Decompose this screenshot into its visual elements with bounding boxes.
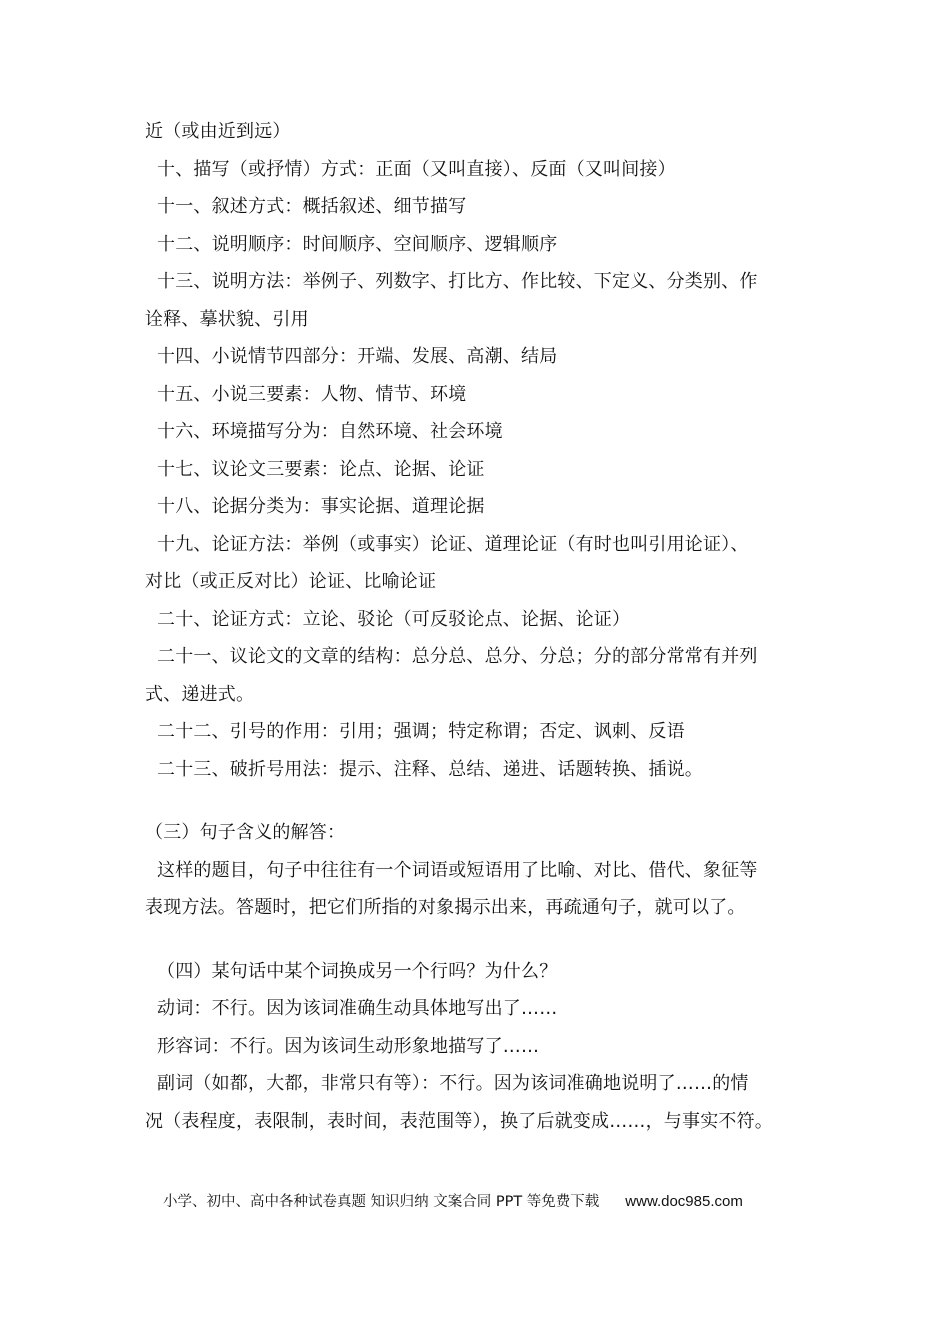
list-item-19-continued: 对比（或正反对比）论证、比喻论证	[145, 571, 437, 592]
section-4-heading: （四）某句话中某个词换成另一个行吗？为什么？	[157, 960, 558, 982]
list-item-10: 十、描写（或抒情）方式：正面（又叫直接）、反面（又叫间接）	[157, 158, 676, 180]
page-footer	[163, 1190, 743, 1211]
list-item-21-continued: 式、递进式。	[145, 683, 255, 705]
list-item-22: 二十二、引号的作用：引用；强调；特定称谓；否定、讽刺、反语	[157, 721, 685, 742]
list-item-23: 二十三、破折号用法：提示、注释、总结、递进、话题转换、插说。	[157, 758, 703, 780]
footer-text: 小学、初中、高中各种试卷真题 知识归纳 文案合同 PPT 等免费下载	[163, 1194, 600, 1210]
paragraph-line: 副词（如都，大都，非常只有等）：不行。因为该词准确地说明了……的情	[157, 1073, 749, 1094]
list-item-17: 十七、议论文三要素：论点、论据、论证	[157, 458, 485, 480]
section-3-heading: （三）句子含义的解答：	[145, 822, 346, 843]
list-item-14: 十四、小说情节四部分：开端、发展、高潮、结局	[157, 346, 558, 367]
list-item-13-continued: 诠释、摹状貌、引用	[145, 308, 309, 330]
list-item-19: 十九、论证方法：举例（或事实）论证、道理论证（有时也叫引用论证）、	[157, 533, 749, 555]
section-spacer	[145, 927, 817, 953]
list-item-21: 二十一、议论文的文章的结构：总分总、总分、分总；分的部分常常有并列	[157, 646, 758, 667]
paragraph-line: 形容词：不行。因为该词生动形象地描写了……	[157, 1035, 540, 1057]
document-body	[145, 113, 817, 1140]
paragraph-line: 况（表程度，表限制，表时间，表范围等），换了后就变成……，与事实不符。	[145, 1110, 773, 1132]
paragraph-line: 这样的题目，句子中往往有一个词语或短语用了比喻、对比、借代、象征等	[157, 859, 758, 881]
footer-url[interactable]: www.doc985.com	[625, 1193, 743, 1210]
list-item-16: 十六、环境描写分为：自然环境、社会环境	[157, 421, 503, 442]
paragraph-line: 动词：不行。因为该词准确生动具体地写出了……	[157, 998, 558, 1019]
list-item-11: 十一、叙述方式：概括叙述、细节描写	[157, 196, 467, 217]
section-spacer	[145, 788, 817, 814]
list-item-13: 十三、说明方法：举例子、列数字、打比方、作比较、下定义、分类别、作	[157, 271, 758, 292]
list-item-18: 十八、论据分类为：事实论据、道理论据	[157, 496, 485, 517]
paragraph-line: 表现方法。答题时，把它们所指的对象揭示出来，再疏通句子，就可以了。	[145, 897, 746, 918]
text-line: 近（或由近到远）	[145, 121, 291, 142]
list-item-20: 二十、论证方式：立论、驳论（可反驳论点、论据、论证）	[157, 608, 631, 630]
list-item-15: 十五、小说三要素：人物、情节、环境	[157, 383, 467, 405]
list-item-12: 十二、说明顺序：时间顺序、空间顺序、逻辑顺序	[157, 233, 558, 255]
